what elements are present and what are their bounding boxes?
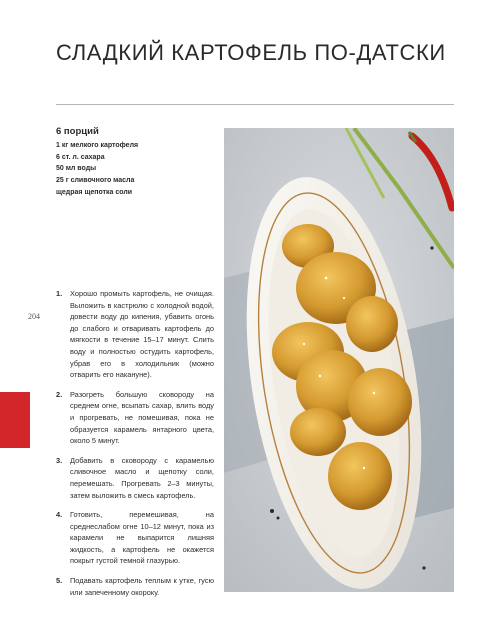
step-item xyxy=(56,288,214,381)
page-title: СЛАДКИЙ КАРТОФЕЛЬ ПО-ДАТСКИ xyxy=(56,40,446,65)
step-text: Разогреть большую сковороду на среднем огне, всыпать сахар, влить воду и прогревать, не помешивая, пока не образуется карамель янтарного цвета, около 5 минут. xyxy=(70,389,214,446)
step-item xyxy=(56,389,214,447)
step-item xyxy=(56,455,214,501)
ingredient-item: 25 г сливочного масла xyxy=(56,177,135,185)
step-text: Готовить, перемешивая, на среднеслабом огне 10–12 минут, пока из карамели не выпарится лишняя жидкость, а картофель не окажется покрыт густой темной глазурью. xyxy=(70,510,214,566)
step-number: 3. xyxy=(56,455,63,465)
title-divider xyxy=(56,104,454,105)
ingredients-list xyxy=(56,140,138,199)
step-number: 1. xyxy=(56,289,63,298)
ingredient-item: 1 кг мелкого картофеля xyxy=(56,142,139,149)
dish-photo xyxy=(224,128,454,592)
servings: 6 порций xyxy=(56,126,99,137)
ingredient-item: 50 мл воды xyxy=(56,165,97,173)
step-text: Хорошо промыть картофель, не очищая. Выложить в кастрюлю с холодной водой, довести воду до кипения, убавить огонь до слабого и отваривать картофель до мягкости в течение 15–17 минут. Слить воду и полностью остудить картофель, убрав его в холодильник (можно отварить его накануне). xyxy=(70,289,214,380)
step-number: 2. xyxy=(56,389,63,399)
step-number: 4. xyxy=(56,510,63,520)
step-item xyxy=(56,575,214,598)
page-number: 204 xyxy=(28,312,40,321)
step-text: Подавать картофель теплым к утке, гусю или запеченному окороку. xyxy=(70,576,214,597)
steps-list xyxy=(56,288,214,606)
chapter-tab xyxy=(0,392,30,448)
step-item xyxy=(56,509,214,567)
ingredient-item: 6 ст. л. сахара xyxy=(56,153,105,161)
ingredient-item: щедрая щепотка соли xyxy=(56,188,133,196)
step-number: 5. xyxy=(56,576,63,586)
step-text: Добавить в сковороду с карамелью сливочное масло и щепотку соли, перемешать. Прогревать 2–3 минуты, затем выложить в смесь картофель. xyxy=(70,455,214,500)
